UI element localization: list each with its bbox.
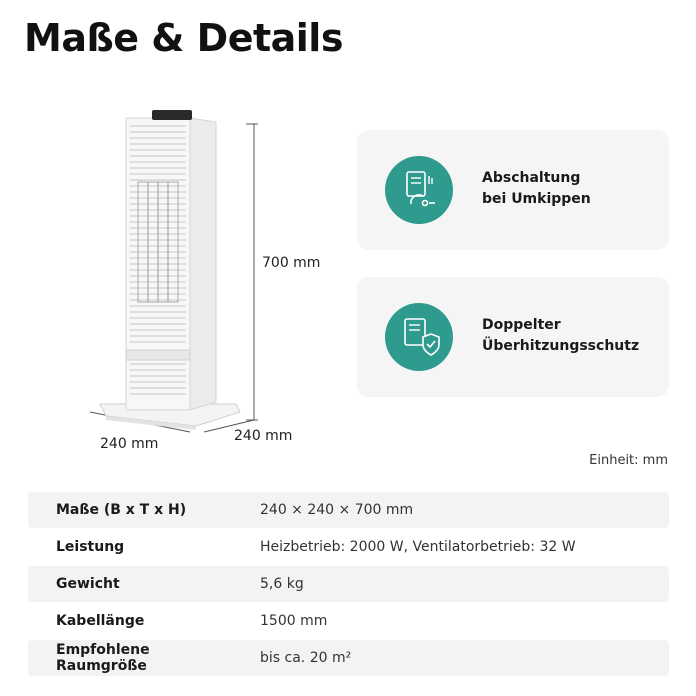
shield-check-icon: [385, 303, 453, 371]
feature-text: [482, 168, 591, 210]
spec-value: Heizbetrieb: 2000 W, Ventilatorbetrieb: 32 W: [260, 539, 576, 555]
spec-value: 1500 mm: [260, 613, 328, 629]
feature-card-tip-over: [357, 130, 669, 250]
feature-line-2: Überhitzungsschutz: [482, 338, 640, 354]
spec-table: [28, 492, 669, 677]
spec-label: Kabellänge: [56, 613, 145, 629]
spec-label: Empfohlene Raumgröße: [56, 642, 150, 674]
height-dimension-label: 700 mm: [262, 255, 321, 271]
feature-line-1: Abschaltung: [482, 170, 581, 186]
table-row: [28, 492, 669, 528]
feature-card-overheat: [357, 277, 669, 397]
table-row: [28, 566, 669, 602]
table-row: [28, 603, 669, 639]
spec-label: Leistung: [56, 539, 125, 555]
feature-line-2: bei Umkippen: [482, 191, 591, 207]
tilt-switch-icon: [385, 156, 453, 224]
feature-text: [482, 315, 639, 357]
unit-note: Einheit: mm: [589, 453, 668, 468]
feature-line-1: Doppelter: [482, 317, 561, 333]
tower-heater-image: [0, 0, 340, 470]
table-row: [28, 529, 669, 565]
page-title: Maße & Details: [24, 16, 343, 60]
table-row: [28, 640, 669, 676]
depth-dimension-label: 240 mm: [234, 428, 293, 444]
spec-value: bis ca. 20 m²: [260, 650, 352, 666]
product-dimension-drawing: [0, 0, 340, 470]
width-dimension-label: 240 mm: [100, 436, 159, 452]
spec-value: 240 × 240 × 700 mm: [260, 502, 414, 518]
spec-label: Gewicht: [56, 576, 120, 592]
spec-label: Maße (B x T x H): [56, 502, 187, 518]
spec-value: 5,6 kg: [260, 576, 304, 592]
